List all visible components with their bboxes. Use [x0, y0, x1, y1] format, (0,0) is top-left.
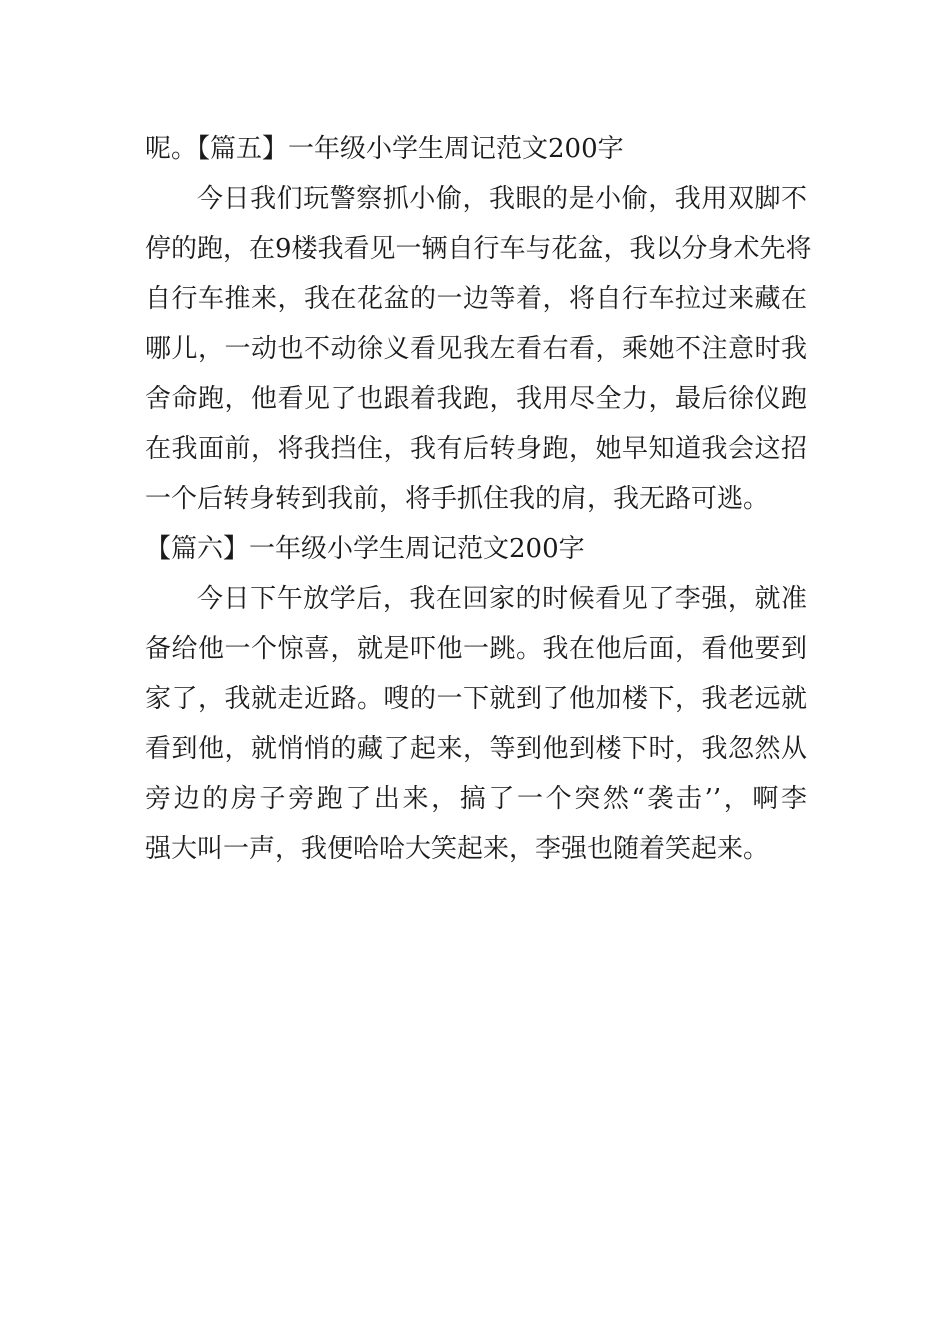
paragraph-line: 停的跑，在9楼我看见一辆自行车与花盆，我以分身术先将 [145, 234, 812, 264]
paragraph-line: 自行车推来，我在花盆的一边等着，将自行车拉过来藏在 [145, 284, 807, 314]
paragraph-line: 备给他一个惊喜，就是吓他一跳。我在他后面，看他要到 [145, 634, 807, 664]
section-heading: 【篇六】一年级小学生周记范文200字 [145, 534, 585, 564]
paragraph-line: 一个后转身转到我前，将手抓住我的肩，我无路可逃。 [145, 484, 770, 514]
paragraph-line: 今日我们玩警察抓小偷，我眼的是小偷，我用双脚不 [197, 184, 807, 214]
text-line-continuation-heading: 呢。【篇五】一年级小学生周记范文200字 [145, 134, 624, 164]
paragraph-line: 舍命跑，他看见了也跟着我跑，我用尽全力，最后徐仪跑 [145, 384, 807, 414]
document-body [145, 124, 812, 874]
paragraph-line: 哪儿，一动也不动徐义看见我左看右看，乘她不注意时我 [145, 334, 807, 364]
paragraph-line: 强大叫一声，我便哈哈大笑起来，李强也随着笑起来。 [145, 834, 770, 864]
paragraph-line: 看到他，就悄悄的藏了起来，等到他到楼下时，我忽然从 [145, 734, 807, 764]
paragraph-line: 家了，我就走近路。嗖的一下就到了他加楼下，我老远就 [145, 684, 807, 714]
paragraph-line: 旁边的房子旁跑了出来，搞了一个突然“袭击’’，啊李 [145, 784, 807, 814]
paragraph-line: 在我面前，将我挡住，我有后转身跑，她早知道我会这招 [145, 434, 807, 464]
paragraph-line: 今日下午放学后，我在回家的时候看见了李强，就准 [197, 584, 807, 614]
